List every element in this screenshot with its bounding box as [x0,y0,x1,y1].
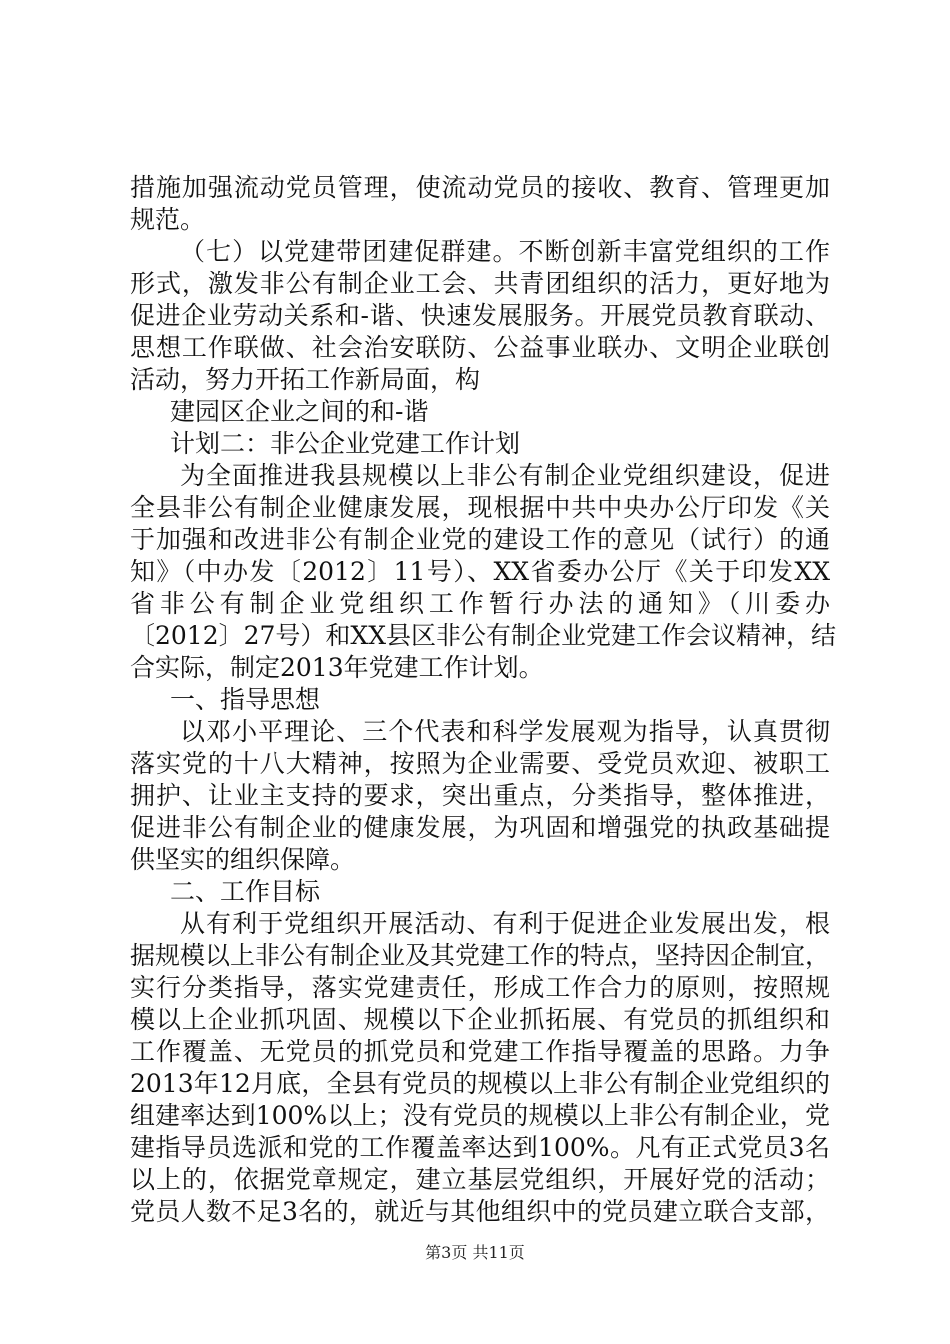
text-line: 于加强和改进非公有制企业党的建设工作的意见（试行）的通 [130,525,830,554]
text-line: 组建率达到100%以上；没有党员的规模以上非公有制企业，党 [130,1101,830,1130]
text-line: 合实际，制定2013年党建工作计划。 [130,653,544,682]
text-line: 活动，努力开拓工作新局面，构 [130,365,481,394]
text-line: 模以上企业抓巩固、规模以下企业抓拓展、有党员的抓组织和 [130,1005,830,1034]
text-line: 落实党的十八大精神，按照为企业需要、受党员欢迎、被职工 [130,749,830,778]
text-line: 促进非公有制企业的健康发展，为巩固和增强党的执政基础提 [130,813,830,842]
text-line: 〔2012〕27号）和XX县区非公有制企业党建工作会议精神，结 [130,621,837,650]
text-line: 2013年12月底，全县有党员的规模以上非公有制企业党组织的 [130,1069,830,1098]
text-line: 实行分类指导，落实党建责任，形成工作合力的原则，按照规 [130,973,830,1002]
text-line: 据规模以上非公有制企业及其党建工作的特点，坚持因企制宜， [130,941,831,970]
text-line: 以上的，依据党章规定，建立基层党组织，开展好党的活动； [130,1165,830,1194]
text-line: 从有利于党组织开展活动、有利于促进企业发展出发，根 [180,909,830,938]
text-line: 拥护、让业主支持的要求，突出重点，分类指导，整体推进， [130,781,830,810]
text-line: 措施加强流动党员管理，使流动党员的接收、教育、管理更加 [130,173,830,202]
text-line: 形式，激发非公有制企业工会、共青团组织的活力，更好地为 [130,269,830,298]
text-line: 以邓小平理论、三个代表和科学发展观为指导，认真贯彻 [180,717,830,746]
text-line: 一、指导思想 [170,685,321,714]
text-line: 建园区企业之间的和-谐 [170,397,429,426]
text-line: 省非公有制企业党组织工作暂行办法的通知》（川委办 [130,589,830,618]
text-line: 促进企业劳动关系和-谐、快速发展服务。开展党员教育联动、 [130,301,830,330]
document-body [130,172,837,1228]
text-line: 工作覆盖、无党员的抓党员和党建工作指导覆盖的思路。力争 [130,1037,830,1066]
page-number-label: 第3页 共11页 [425,1243,525,1262]
text-line: 思想工作联做、社会治安联防、公益事业联办、文明企业联创 [130,333,830,362]
text-line: 党员人数不足3名的，就近与其他组织中的党员建立联合支部， [130,1197,830,1226]
text-line: 计划二：非公企业党建工作计划 [170,429,521,458]
text-line: 二、工作目标 [170,877,321,906]
text-line: （七）以党建带团建促群建。不断创新丰富党组织的工作 [180,237,830,266]
text-line: 全县非公有制企业健康发展，现根据中共中央办公厅印发《关 [130,493,830,522]
text-line: 供坚实的组织保障。 [130,845,356,874]
text-line: 为全面推进我县规模以上非公有制企业党组织建设，促进 [180,461,830,490]
text-line: 建指导员选派和党的工作覆盖率达到100%。凡有正式党员3名 [130,1133,830,1162]
text-line: 知》（中办发〔2012〕11号）、XX省委办公厅《关于印发XX [130,557,830,586]
text-line: 规范。 [130,205,206,234]
page-footer [0,1243,950,1263]
